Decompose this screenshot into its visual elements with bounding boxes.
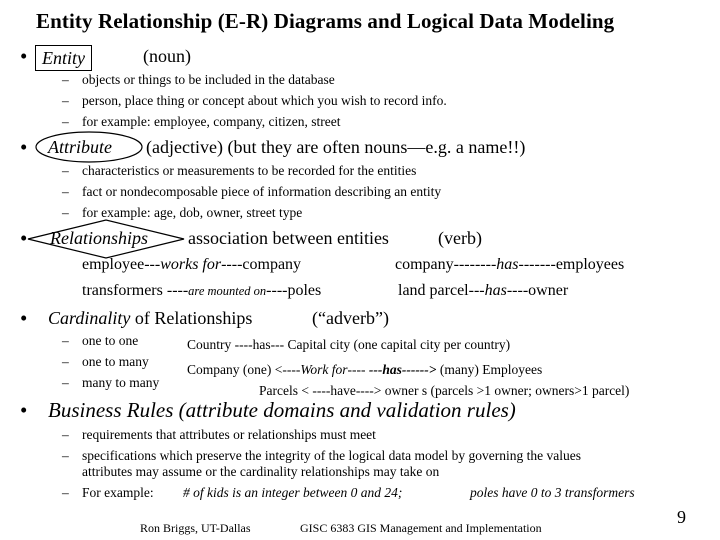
dash: –	[62, 448, 69, 463]
business-rules-item-2: specifications which preserve the integrity of the logical data model by governing the values	[82, 448, 581, 463]
attribute-item-2: fact or nondecomposable piece of information describing an entity	[82, 184, 442, 199]
bullet-attribute: •	[20, 135, 28, 159]
dash: –	[62, 163, 69, 178]
business-rules-item-1: requirements that attributes or relationships must meet	[82, 427, 376, 442]
dash: –	[62, 375, 69, 390]
footer-author: Ron Briggs, UT-Dallas	[140, 521, 251, 535]
dash: –	[62, 333, 69, 348]
bullet-cardinality: •	[20, 306, 28, 330]
business-rules-example-poles: poles have 0 to 3 transformers	[470, 485, 635, 500]
cardinality-pos: (“adverb”)	[312, 308, 389, 328]
relationship-example-company: company--------has-------employees	[395, 256, 625, 273]
page-title: Entity Relationship (E-R) Diagrams and Logical Data Modeling	[36, 9, 615, 33]
relationship-example-employee: employee---works for----company	[82, 256, 302, 273]
business-rules-heading: Business Rules (attribute domains and validation rules)	[48, 398, 516, 422]
dash: –	[62, 485, 69, 500]
entity-term: Entity	[35, 45, 92, 71]
footer-course: GISC 6383 GIS Management and Implementation	[300, 521, 542, 535]
attribute-term: Attribute	[48, 137, 112, 157]
relationships-pos: (verb)	[438, 228, 482, 248]
relationship-example-parcel: land parcel---has----owner	[398, 282, 569, 299]
cardinality-heading: Cardinality of Relationships	[48, 308, 253, 328]
relationship-example-transformers: transformers ----are mounted on----poles	[82, 282, 322, 299]
business-rules-item-2-cont: attributes may assume or the cardinality relationships may take on	[82, 464, 440, 479]
cardinality-item-2: one to many	[82, 354, 149, 369]
cardinality-example-company: Company (one) <----Work for---- ---has------> (many) Employees	[187, 362, 543, 377]
entity-item-1: objects or things to be included in the database	[82, 72, 335, 87]
dash: –	[62, 427, 69, 442]
dash: –	[62, 114, 69, 129]
cardinality-example-parcels: Parcels < ----have----> owner s (parcels >1 owner; owners>1 parcel)	[259, 383, 630, 398]
bullet-business-rules: •	[20, 398, 28, 422]
entity-item-2: person, place thing or concept about which you wish to record info.	[82, 93, 447, 108]
business-rules-item-3: For example:	[82, 485, 154, 500]
dash: –	[62, 354, 69, 369]
bullet-entity: •	[20, 44, 28, 68]
relationships-desc: association between entities	[188, 228, 389, 248]
attribute-item-1: characteristics or measurements to be recorded for the entities	[82, 163, 417, 178]
bullet-relationships: •	[20, 226, 28, 250]
dash: –	[62, 184, 69, 199]
dash: –	[62, 205, 69, 220]
dash: –	[62, 72, 69, 87]
business-rules-example-kids: # of kids is an integer between 0 and 24;	[183, 485, 403, 500]
relationships-term: Relationships	[50, 228, 148, 248]
cardinality-item-3: many to many	[82, 375, 160, 390]
cardinality-example-country: Country ----has--- Capital city (one capital city per country)	[187, 337, 511, 352]
entity-item-3: for example: employee, company, citizen, street	[82, 114, 341, 129]
attribute-desc: (adjective) (but they are often nouns—e.g. a name!!)	[146, 137, 526, 157]
entity-pos: (noun)	[143, 46, 191, 66]
attribute-item-3: for example: age, dob, owner, street type	[82, 205, 303, 220]
dash: –	[62, 93, 69, 108]
cardinality-item-1: one to one	[82, 333, 139, 348]
page-number: 9	[677, 507, 686, 527]
